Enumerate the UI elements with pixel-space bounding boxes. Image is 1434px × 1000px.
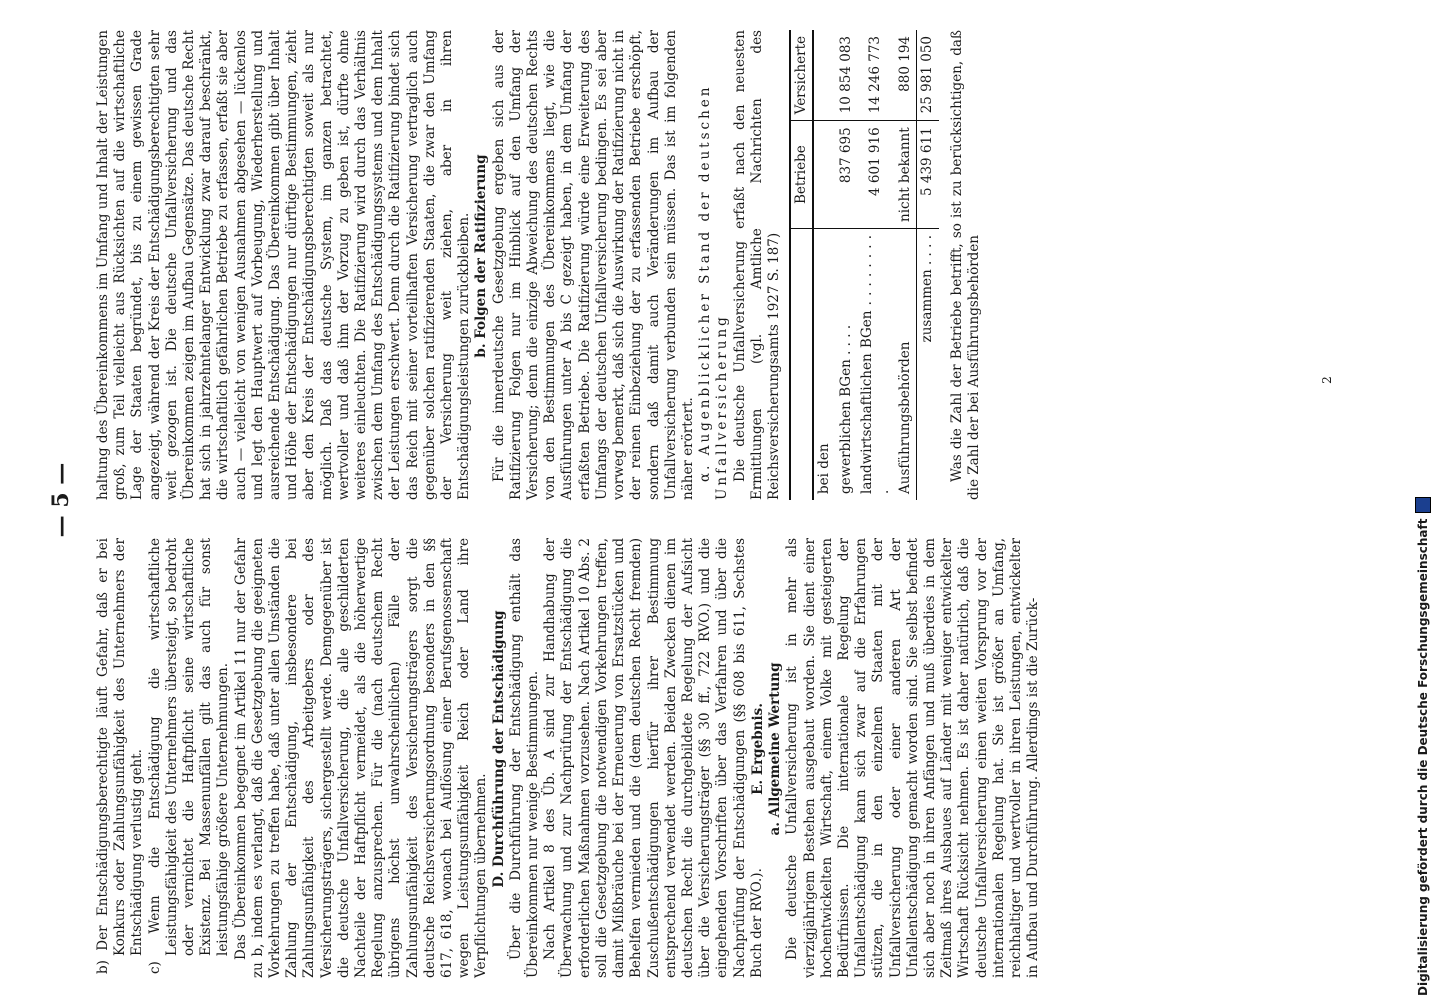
row-versicherte: 880 194 — [895, 30, 917, 121]
paragraph-article-11: Das Übereinkommen begegnet im Artikel 11 nur der Gefahr zu b, indem es verlangt, daß die Gesetzgebung die geeigneten Vorkehrungen zu treffen habe, daß unter allen Umständen die Zahlung der Entschädigung, insbesondere bei Zahlungsunfähigkeit des Arbeitgebers oder des Versicherungsträgers, sichergestellt werde. Demgegenüber ist die deutsche Unfallversicherung, die alle geschilderten Nachteile der Haftpflicht vermeidet, als die höherwertige Regelung anzusprechen. Für die (nach deutschem Recht übrigens höchst unwahrscheinlichen) Fälle der Zahlungsunfähigkeit des Versicherungsträgers sorgt die deutsche Reichsversicherungsordnung besonders in den §§ 617, 618, wonach bei Auflösung einer Berufsgenossenschaft wegen Leistungsunfähigkeit Reich oder Land ihre Verpflichtungen übernehmen. — [232, 538, 490, 978]
page-number: — 5 — — [48, 462, 74, 538]
statistics-table — [789, 30, 938, 500]
heading-augenblicklicher-stand: α. Augenblicklicher Stand der deutschen Unfallversicherung — [697, 84, 731, 500]
row-betriebe: 4 601 916 — [857, 121, 895, 229]
heading-folgen: b. Folgen der Ratifizierung — [473, 154, 490, 358]
list-item-b: b) Der Entschädigungsberechtigte läuft Gefahr, daß er bei Konkurs oder Zahlungsunfähigkeit des Unternehmers der Entschädigung verlustig geht. — [95, 538, 146, 974]
row-betriebe: 837 695 — [836, 121, 857, 229]
column-left-bottom — [750, 538, 1042, 978]
paragraph-artikel-8: Nach Artikel 8 des Üb. A sind zur Handhabung der Überwachung und zur Nachprüfung der Entschädigung die erforderlichen Maßnahmen vorzusehen. Nach Artikel 10 Abs. 2 soll die Gesetzgebung die notwendigen Vorkehrungen treffen, damit Mißbräuche bei der Erneuerung von Ersatzstücken und Behelfen vermieden und die (dem deutschen Recht fremden) Zuschußentschädigungen hierfür ihrer Bestimmung entsprechend verwendet werden. Beiden Zwecken dienen im deutschen Recht die durchgebildete Regelung der Aufsicht über die Versicherungsträger (§§ 30 ff., 722 RVO.) und die eingehenden Vorschriften über das Verfahren und über die Nachprüfung der Entschädigungen (§§ 608 bis 611, Sechstes Buch der RVO.). — [542, 538, 765, 978]
heading-d: D. Durchführung der Entschädigung — [490, 610, 507, 888]
table-row-total — [917, 30, 939, 500]
footer-text: Digitalisierung gefördert durch die Deutsche Forschungsgemeinschaft — [1416, 518, 1430, 996]
heading-e: E. Ergebnis. — [750, 703, 766, 795]
paragraph-innerdeutsche: Für die innerdeutsche Gesetzgebung ergeben sich aus der Ratifizierung Folgen nur im Hinblick auf den Umfang der Versicherung; denn die einzige Abweichung des deutschen Rechts von den Bestimmungen des Übereinkommens liegt, wie die Ausführungen unter A bis C gezeigt haben, in dem Umfang der erfaßten Betriebe. Die Ratifizierung würde eine Erweiterung des Umfangs der deutschen Unfallversicherung bedingen. Es sei aber vorweg bemerkt, daß sich die Auswirkung der Ratifizierung nicht in der reinen Einbeziehung der zu erfassenden Betriebe erschöpft, sondern daß damit auch Veränderungen im Aufbau der Unfallversicherung verbunden sein müssen. Das ist im folgenden näher erörtert. — [490, 30, 696, 500]
paragraph-ermittlungen: Die deutsche Unfallversicherung erfaßt nach den neuesten Ermittlungen (vgl. Amtliche Nachrichten des Reichsversicherungsamts 1927 S. 187) — [731, 30, 782, 500]
heading-allgemeine-wertung: a. Allgemeine Wertung — [767, 662, 784, 836]
row-label: landwirtschaftlichen BGen . . . . . . . . . — [858, 234, 892, 494]
paragraph-zahl-der-betriebe: Was die Zahl der Betriebe betrifft, so ist zu berücksichtigen, daß die Zahl der bei Ausführungsbehörden — [948, 30, 982, 500]
digitization-footer — [1412, 0, 1434, 1000]
row-betriebe: 5 439 611 — [917, 121, 939, 229]
row-label: zusammen . . . . — [917, 228, 939, 500]
table-header-blank — [790, 228, 813, 500]
dfg-logo-icon — [1415, 497, 1431, 513]
paragraph-allgemeine-wertung: Die deutsche Unfallversicherung ist in mehr als vierzigjährigem Bestehen ausgebaut worden. Sie dient einer hochentwickelten Wirtschaft, einem Volke mit gesteigerten Bedürfnissen. Die internationale Regelung der Unfallentschädigung kann sich zwar auf die Erfahrungen stützen, die in den einzelnen Staaten mit der Unfallversicherung oder einer anderen Art der Unfallentschädigung gemacht worden sind. Sie selbst befindet sich aber noch in ihren Anfängen und muß überdies in dem Zeitmaß ihres Ausbaues auf Länder mit weniger entwickelter Wirtschaft Rücksicht nehmen. Es ist daher natürlich, daß die deutsche Unfallversicherung einen weiten Vorsprung vor der internationalen Regelung hat. Sie ist größer an Umfang, reichhaltiger und wertvoller in ihren Leistungen, entwickelter in Aufbau und Durchführung. Allerdings ist die Zurück- — [784, 538, 1042, 978]
row-versicherte: 14 246 773 — [857, 30, 895, 121]
column-right — [95, 30, 983, 500]
table-intro: bei den — [816, 443, 833, 494]
list-item-c: c) Wenn die Entschädigung die wirtschaftliche Leistungsfähigkeit des Unternehmers übersteigt, so bedroht oder vernichtet die Haftpflicht seine wirtschaftliche Existenz. Bei Massenunfällen gilt das auch für sonst leistungsfähige größere Unternehmungen. — [146, 538, 232, 974]
table-row — [836, 30, 857, 500]
row-label: gewerblichen BGen . . . . — [837, 324, 854, 494]
table-row — [895, 30, 917, 500]
paragraph-zurueckhaltung: haltung des Übereinkommens im Umfang und Inhalt der Leistungen groß, zum Teil vielleicht aus Rücksichten auf die wirtschaftliche Lage der Staaten begründet, bis zu einem gewissen Grade angezeigt, während der Kreis der Entschädigungsberechtigten sehr weit gezogen ist. Die deutsche Unfallversicherung und das Übereinkommen zeigen im Aufbau Gegensätze. Das deutsche Recht hat sich in jahrzehntelanger Entwicklung zwar darauf beschränkt, die wirtschaftlich gefährlichen Betriebe zu erfassen, erfaßt sie aber auch — vielleicht von wenigen Ausnahmen abgesehen — lückenlos und legt den Hauptwert auf Vorbeugung, Wiederherstellung und ausreichende Entschädigung. Das Übereinkommen gibt über Inhalt und Höhe der Entschädigungen nur dürftige Bestimmungen, zieht aber den Kreis der Entschädigungsberechtigten soweit als nur möglich. Daß das deutsche System, im ganzen betrachtet, wertvoller und daß ihm der Vorzug zu geben ist, dürfte ohne weiteres einleuchten. Die Ratifizierung wird durch das Verhältnis zwischen dem Umfang des Entschädigungssystems und dem Inhalt der Leistungen erschwert. Denn durch die Ratifizierung bindet sich das Reich mit seiner vorteilhaften Versicherung vertraglich auch gegenüber solchen ratifizierenden Staaten, die zwar den Umfang der Versicherung weit ziehen, aber in ihren Entschädigungsleistungen zurückbleiben. — [95, 30, 473, 500]
row-betriebe: nicht bekannt — [895, 121, 917, 229]
column-left-top — [95, 538, 766, 978]
row-label: Ausführungsbehörden — [897, 341, 914, 494]
table-row — [857, 30, 895, 500]
paragraph-durchfuehrung: Über die Durchführung der Entschädigung enthält das Übereinkommen nur wenige Bestimmungen. — [507, 538, 542, 978]
table-header-versicherte: Versicherte — [790, 30, 813, 121]
table-header-betriebe: Betriebe — [790, 121, 813, 229]
sheet-signature: 2 — [1320, 376, 1334, 384]
row-versicherte: 25 981 050 — [917, 30, 939, 121]
row-versicherte: 10 854 083 — [836, 30, 857, 121]
